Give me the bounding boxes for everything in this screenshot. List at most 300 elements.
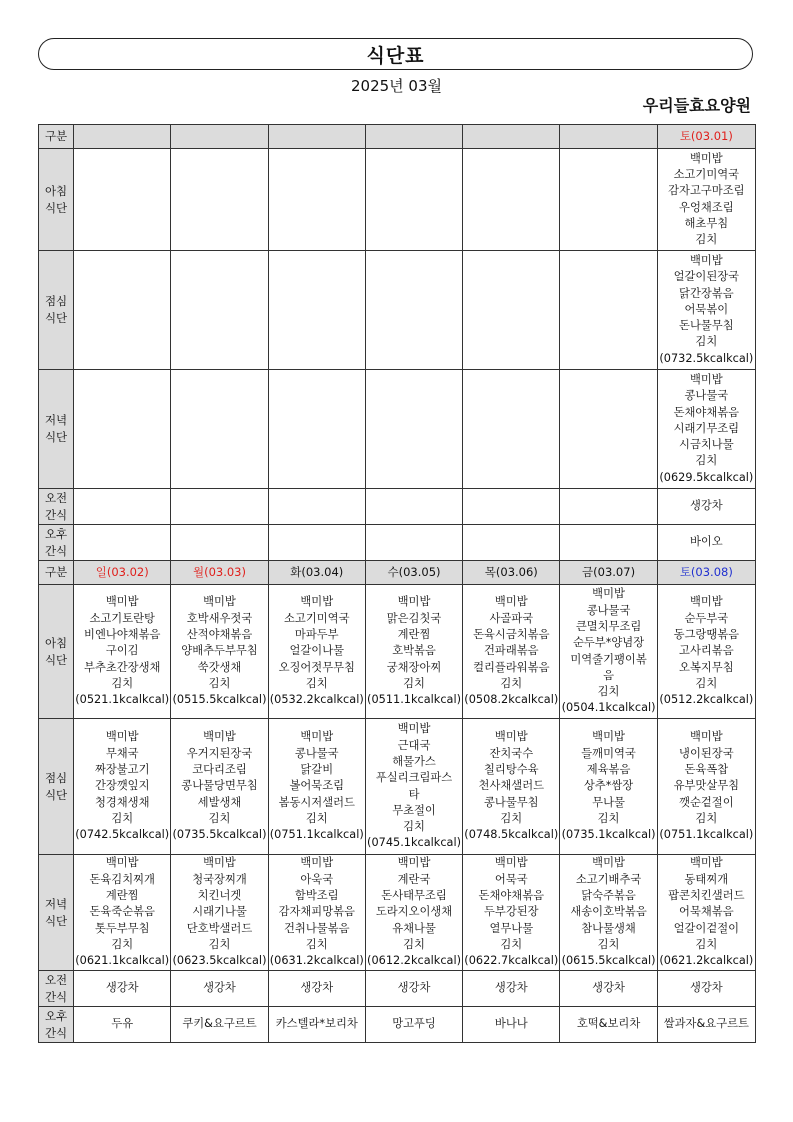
menu-item: 얼갈이나물	[289, 644, 345, 658]
menu-item: 음	[603, 668, 615, 682]
menu-item: 소고기미역국	[673, 167, 740, 181]
menu-cell	[171, 251, 268, 370]
menu-item: 소고기배추국	[575, 872, 642, 886]
snack-cell: 바이오	[657, 525, 755, 561]
menu-item: 봄동시저샐러드	[278, 795, 355, 809]
menu-item: 맑은김칫국	[386, 611, 442, 625]
week1-header-row	[39, 125, 756, 149]
menu-item: 백미밥	[592, 730, 625, 744]
menu-cell	[463, 370, 560, 489]
menu-item: 김치	[305, 811, 328, 825]
snack-cell: 생강차	[171, 971, 268, 1007]
menu-cell	[268, 370, 365, 489]
menu-item: 김치	[305, 937, 328, 951]
snack-cell: 생강차	[560, 971, 657, 1007]
row-label-text: 저녁	[44, 413, 68, 427]
menu-item: 세발생채	[197, 795, 242, 809]
snack-cell: 생강차	[463, 971, 560, 1007]
menu-cell	[657, 149, 755, 251]
menu-item: 김치	[208, 676, 231, 690]
row-label-lunch	[39, 251, 74, 370]
menu-item: 청경채생채	[94, 795, 150, 809]
menu-item: 두부강된장	[484, 905, 539, 919]
menu-cell	[74, 855, 171, 971]
menu-item: 돈사태무조림	[381, 889, 447, 903]
row-label-text: 간식	[44, 543, 68, 558]
menu-cell	[560, 251, 657, 370]
menu-item: 얼갈이겉절이	[673, 921, 740, 935]
menu-item: (0511.1kcalkcal)	[367, 693, 462, 707]
menu-item: 백미밥	[592, 856, 625, 870]
menu-item: (0742.5kcalkcal)	[75, 828, 170, 842]
menu-item: 돈채야채볶음	[673, 405, 740, 419]
menu-item: 함박조림	[294, 889, 339, 903]
menu-item: 닭숙주볶음	[581, 889, 636, 903]
menu-item: 간장깻잎지	[94, 779, 150, 793]
row-label-text: 식단	[44, 430, 68, 444]
week2-lunch-row	[39, 719, 756, 855]
menu-cell	[657, 719, 755, 855]
menu-cell	[560, 370, 657, 489]
menu-item: (0621.2kcalkcal)	[659, 954, 754, 968]
menu-cell	[74, 251, 171, 370]
menu-cell	[171, 370, 268, 489]
row-label-text: 오후	[44, 526, 68, 541]
snack-cell: 쌀과자&요구르트	[657, 1007, 755, 1043]
menu-table	[38, 124, 756, 1043]
day-header: 목(03.06)	[463, 561, 560, 585]
menu-cell	[463, 719, 560, 855]
row-label-text: 식단	[44, 200, 68, 215]
menu-item: 들깨미역국	[581, 746, 636, 760]
snack-cell	[268, 489, 365, 525]
menu-item: 백미밥	[689, 595, 723, 609]
menu-item: 김치	[208, 937, 231, 951]
row-label-text: 오후	[44, 1008, 68, 1023]
week1-breakfast-row	[39, 149, 756, 251]
menu-item: 새송이호박볶음	[570, 905, 647, 919]
row-label-text: 아침	[44, 635, 68, 650]
menu-cell	[365, 251, 462, 370]
menu-item: 백미밥	[689, 253, 723, 267]
snack-cell: 망고푸딩	[365, 1007, 462, 1043]
menu-item: 동그랑땡볶음	[673, 628, 740, 642]
menu-item: 해초무침	[684, 216, 729, 230]
menu-item: 돈육죽순볶음	[89, 905, 155, 919]
row-label-breakfast	[39, 585, 74, 719]
menu-item: (0751.1kcalkcal)	[269, 828, 364, 842]
menu-cell	[365, 149, 462, 251]
menu-item: 치킨너겟	[197, 889, 242, 903]
menu-item: (0735.5kcalkcal)	[172, 828, 267, 842]
day-header: 금(03.07)	[560, 561, 657, 585]
menu-item: 김치	[597, 811, 620, 825]
day-header: 월(03.03)	[171, 561, 268, 585]
menu-item: 비엔나야채볶음	[84, 628, 161, 642]
week2-breakfast-row	[39, 585, 756, 719]
menu-item: 김치	[403, 676, 425, 690]
day-header	[463, 125, 560, 149]
menu-item: 김치	[597, 937, 620, 951]
menu-cell	[657, 251, 755, 370]
snack-cell	[463, 525, 560, 561]
menu-item: 참나물생채	[581, 921, 636, 935]
menu-cell	[560, 719, 657, 855]
menu-item: 백미밥	[397, 856, 431, 870]
menu-item: (0748.5kcalkcal)	[464, 828, 559, 842]
menu-item: 팝콘치킨샐러드	[668, 889, 745, 903]
menu-item: 백미밥	[494, 856, 528, 870]
menu-item: 잔치국수	[489, 746, 534, 760]
title-box	[38, 38, 753, 70]
menu-item: 냉이된장국	[679, 746, 734, 760]
menu-item: 제육볶음	[586, 763, 631, 777]
menu-item: 쑥갓생채	[197, 660, 242, 674]
day-header: 일(03.02)	[74, 561, 171, 585]
menu-item: 돈육김치찌개	[89, 872, 155, 886]
page-title: 식단표	[366, 44, 425, 67]
snack-cell: 두유	[74, 1007, 171, 1043]
row-label-am_snack	[39, 971, 74, 1007]
menu-item: 시래기나물	[192, 905, 247, 919]
row-label-text: 식단	[44, 913, 68, 928]
row-label-text: 오전	[44, 490, 68, 505]
menu-item: 김치	[403, 937, 425, 951]
menu-item: 푸실리크림파스	[375, 771, 453, 785]
snack-cell	[463, 489, 560, 525]
menu-item: 건취나물볶음	[284, 921, 350, 935]
menu-item: 김치	[500, 811, 523, 825]
menu-item: (0629.5kcalkcal)	[659, 470, 754, 484]
day-header: 화(03.04)	[268, 561, 365, 585]
menu-item: 김치	[695, 454, 718, 468]
menu-cell	[171, 855, 268, 971]
menu-cell	[560, 855, 657, 971]
menu-item: 김치	[695, 811, 718, 825]
menu-item: (0623.5kcalkcal)	[172, 954, 267, 968]
snack-cell: 생강차	[657, 489, 755, 525]
menu-item: 어묵국	[494, 872, 528, 886]
menu-item: 백미밥	[494, 595, 528, 609]
day-header	[171, 125, 268, 149]
row-label-text: 아침	[44, 183, 68, 198]
menu-item: (0751.1kcalkcal)	[659, 828, 754, 842]
menu-item: 유채나물	[392, 921, 436, 935]
menu-item: 닭갈비	[300, 763, 334, 777]
menu-item: 코다리조림	[192, 763, 247, 777]
menu-cell	[74, 370, 171, 489]
week1-lunch-row	[39, 251, 756, 370]
menu-item: 콩나물무침	[484, 795, 539, 809]
menu-item: (0621.1kcalkcal)	[75, 954, 170, 968]
snack-cell: 생강차	[268, 971, 365, 1007]
row-label-text: 오전	[44, 972, 68, 987]
menu-item: 소고기미역국	[284, 611, 350, 625]
day-header	[268, 125, 365, 149]
menu-item: 백미밥	[105, 595, 139, 609]
menu-item: 백미밥	[203, 856, 236, 870]
menu-item: 백미밥	[105, 730, 139, 744]
menu-item: 백미밥	[203, 730, 236, 744]
day-header	[74, 125, 171, 149]
menu-item: (0615.5kcalkcal)	[561, 954, 656, 968]
menu-item: 김치	[695, 676, 718, 690]
snack-cell	[365, 489, 462, 525]
row-label-text: 저녁	[44, 896, 68, 911]
menu-item: (0732.5kcalkcal)	[659, 351, 754, 365]
menu-item: 김치	[500, 937, 523, 951]
row-label-text: 간식	[44, 1025, 68, 1040]
menu-item: 김치	[597, 685, 620, 699]
menu-item: 김치	[208, 811, 231, 825]
day-header: 수(03.05)	[365, 561, 462, 585]
menu-cell	[463, 585, 560, 719]
menu-item: 단호박샐러드	[186, 921, 253, 935]
row-label-text: 점심	[44, 770, 68, 785]
menu-item: 백미밥	[397, 722, 431, 736]
facility-name: 우리들효요양원	[642, 96, 751, 115]
day-header: 토(03.08)	[657, 561, 755, 585]
menu-cell	[657, 855, 755, 971]
menu-item: 아욱국	[300, 872, 334, 886]
menu-item: 짜장불고기	[94, 763, 150, 777]
snack-cell	[268, 525, 365, 561]
menu-cell	[171, 149, 268, 251]
menu-item: 우거지된장국	[186, 746, 253, 760]
menu-item: (0612.2kcalkcal)	[367, 954, 462, 968]
menu-item: 볼어묵조림	[289, 779, 345, 793]
menu-cell	[268, 855, 365, 971]
menu-item: (0745.1kcalkcal)	[367, 836, 462, 850]
menu-item: (0512.2kcalkcal)	[659, 693, 754, 707]
menu-item: 콩나물국	[294, 746, 339, 760]
menu-cell	[268, 251, 365, 370]
menu-item: 김치	[111, 937, 134, 951]
menu-item: 돈육시금치볶음	[473, 628, 550, 642]
menu-item: 계란국	[397, 872, 431, 886]
menu-item: 김치	[500, 676, 523, 690]
row-label-text: 간식	[44, 989, 68, 1004]
menu-item: 김치	[695, 233, 718, 247]
menu-item: 돈채야채볶음	[478, 889, 545, 903]
menu-item: 타	[408, 787, 420, 801]
menu-item: 컬리플라워볶음	[473, 660, 550, 674]
menu-item: 돈나물무침	[679, 319, 734, 333]
menu-item: 백미밥	[494, 730, 528, 744]
week2-am_snack-row	[39, 971, 756, 1007]
menu-cell	[268, 149, 365, 251]
row-label-text: 간식	[44, 507, 68, 522]
menu-item: 얼갈이된장국	[673, 270, 740, 284]
menu-cell	[560, 149, 657, 251]
menu-cell	[171, 719, 268, 855]
row-label-header: 구분	[39, 561, 74, 585]
row-label-am_snack	[39, 489, 74, 525]
menu-item: (0532.2kcalkcal)	[269, 693, 364, 707]
snack-cell	[560, 525, 657, 561]
menu-item: 시래기무조림	[673, 421, 740, 435]
row-label-text: 식단	[44, 652, 68, 667]
menu-cell	[463, 149, 560, 251]
menu-item: 백미밥	[300, 856, 334, 870]
menu-item: 시금치나물	[679, 438, 734, 452]
menu-cell	[74, 149, 171, 251]
menu-item: 소고기토란탕	[89, 611, 155, 625]
menu-item: 김치	[111, 811, 134, 825]
week1-am_snack-row	[39, 489, 756, 525]
snack-cell	[171, 525, 268, 561]
menu-item: 백미밥	[689, 372, 723, 386]
menu-item: 김치	[695, 335, 718, 349]
menu-item: (0504.1kcalkcal)	[561, 701, 656, 715]
menu-item: (0631.2kcalkcal)	[269, 954, 364, 968]
menu-cell	[365, 585, 462, 719]
row-label-lunch	[39, 719, 74, 855]
menu-item: 천사채샐러드	[478, 779, 545, 793]
menu-cell	[268, 585, 365, 719]
menu-cell	[74, 585, 171, 719]
snack-cell: 쿠키&요구르트	[171, 1007, 268, 1043]
snack-cell	[74, 525, 171, 561]
menu-item: 무나물	[592, 795, 625, 809]
week2-header-row	[39, 561, 756, 585]
menu-item: 유부맛살무침	[673, 779, 740, 793]
snack-cell: 바나나	[463, 1007, 560, 1043]
menu-item: 동태찌개	[684, 872, 729, 886]
menu-item: 상추*쌈장	[583, 779, 634, 793]
menu-cell	[463, 251, 560, 370]
menu-item: 부추초간장생채	[84, 660, 161, 674]
menu-item: 무채국	[105, 746, 139, 760]
snack-cell	[74, 489, 171, 525]
menu-item: 구이김	[105, 644, 139, 658]
menu-item: 백미밥	[689, 151, 723, 165]
menu-item: 김치	[111, 676, 134, 690]
month-subtitle: 2025년 03월	[350, 77, 442, 95]
menu-item: 감자고구마조림	[668, 184, 745, 198]
menu-item: 근대국	[397, 738, 431, 752]
day-header	[560, 125, 657, 149]
menu-item: 오복지무침	[679, 660, 734, 674]
menu-cell	[171, 585, 268, 719]
row-label-header: 구분	[39, 125, 74, 149]
row-label-text: 점심	[44, 294, 68, 308]
menu-item: 계란찜	[397, 628, 431, 642]
snack-cell	[171, 489, 268, 525]
menu-item: 콩나물국	[684, 389, 729, 403]
menu-item: 우엉채조림	[679, 200, 734, 214]
menu-item: 닭간장볶음	[679, 286, 734, 300]
row-label-pm_snack	[39, 1007, 74, 1043]
row-label-pm_snack	[39, 525, 74, 561]
week2-pm_snack-row	[39, 1007, 756, 1043]
menu-item: 어묵채볶음	[679, 905, 734, 919]
snack-cell: 카스텔라*보리차	[268, 1007, 365, 1043]
menu-cell	[657, 585, 755, 719]
menu-item: 청국장찌개	[192, 872, 247, 886]
menu-item: 오징어젓무무침	[278, 660, 355, 674]
menu-item: 백미밥	[592, 587, 625, 601]
menu-item: 김치	[403, 820, 425, 834]
row-label-dinner	[39, 370, 74, 489]
menu-item: 계란찜	[105, 889, 139, 903]
menu-item: 어묵볶이	[684, 302, 729, 316]
menu-cell	[365, 370, 462, 489]
week1-pm_snack-row	[39, 525, 756, 561]
menu-item: 무초절이	[392, 803, 436, 817]
menu-item: 김치	[305, 676, 328, 690]
day-header: 토(03.01)	[657, 125, 755, 149]
menu-item: 순두부국	[684, 611, 729, 625]
menu-item: 백미밥	[203, 595, 236, 609]
week2-dinner-row	[39, 855, 756, 971]
menu-item: 칠리탕수육	[484, 763, 539, 777]
menu-item: 궁채장아찌	[386, 660, 442, 674]
menu-item: 콩나물당면무침	[181, 779, 258, 793]
menu-item: 해물가스	[392, 754, 436, 768]
menu-cell	[657, 370, 755, 489]
menu-cell	[365, 719, 462, 855]
snack-cell: 생강차	[74, 971, 171, 1007]
week1-dinner-row	[39, 370, 756, 489]
menu-item: (0735.1kcalkcal)	[561, 828, 656, 842]
menu-item: 건파래볶음	[484, 644, 539, 658]
menu-item: 도라지오이생채	[375, 905, 453, 919]
snack-cell: 생강차	[657, 971, 755, 1007]
menu-item: 마파두부	[294, 628, 339, 642]
menu-item: 순두부*양념장	[572, 636, 645, 650]
menu-item: 톳두부무침	[94, 921, 150, 935]
menu-item: 김치	[695, 937, 718, 951]
menu-item: 백미밥	[300, 595, 334, 609]
menu-item: (0508.2kcalkcal)	[464, 693, 559, 707]
snack-cell	[365, 525, 462, 561]
menu-item: 산적야채볶음	[186, 628, 253, 642]
menu-item: 사골파국	[489, 611, 534, 625]
snack-cell: 생강차	[365, 971, 462, 1007]
menu-item: 큰멸치무조림	[575, 619, 642, 633]
menu-item: (0515.5kcalkcal)	[172, 693, 267, 707]
row-label-dinner	[39, 855, 74, 971]
menu-item: (0622.7kcalkcal)	[464, 954, 559, 968]
menu-item: 깻순겉절이	[679, 795, 734, 809]
row-label-breakfast	[39, 149, 74, 251]
menu-item: 백미밥	[689, 856, 723, 870]
snack-cell	[560, 489, 657, 525]
menu-item: 양배추두부무침	[181, 644, 258, 658]
menu-cell	[463, 855, 560, 971]
menu-cell	[268, 719, 365, 855]
menu-item: 콩나물국	[586, 603, 631, 617]
menu-item: 백미밥	[300, 730, 334, 744]
menu-item: 열무나물	[489, 921, 534, 935]
menu-cell	[74, 719, 171, 855]
row-label-text: 식단	[44, 311, 68, 325]
menu-item: 고사리볶음	[679, 644, 734, 658]
menu-item: 호박볶음	[392, 644, 436, 658]
row-label-text: 식단	[44, 787, 68, 802]
menu-item: 돈육폭찹	[684, 763, 729, 777]
menu-item: (0521.1kcalkcal)	[75, 693, 170, 707]
menu-item: 백미밥	[689, 730, 723, 744]
menu-item: 백미밥	[397, 595, 431, 609]
menu-item: 감자채피망볶음	[278, 905, 355, 919]
menu-cell	[365, 855, 462, 971]
menu-item: 호박새우젓국	[186, 611, 253, 625]
day-header	[365, 125, 462, 149]
menu-cell	[560, 585, 657, 719]
snack-cell: 호떡&보리차	[560, 1007, 657, 1043]
